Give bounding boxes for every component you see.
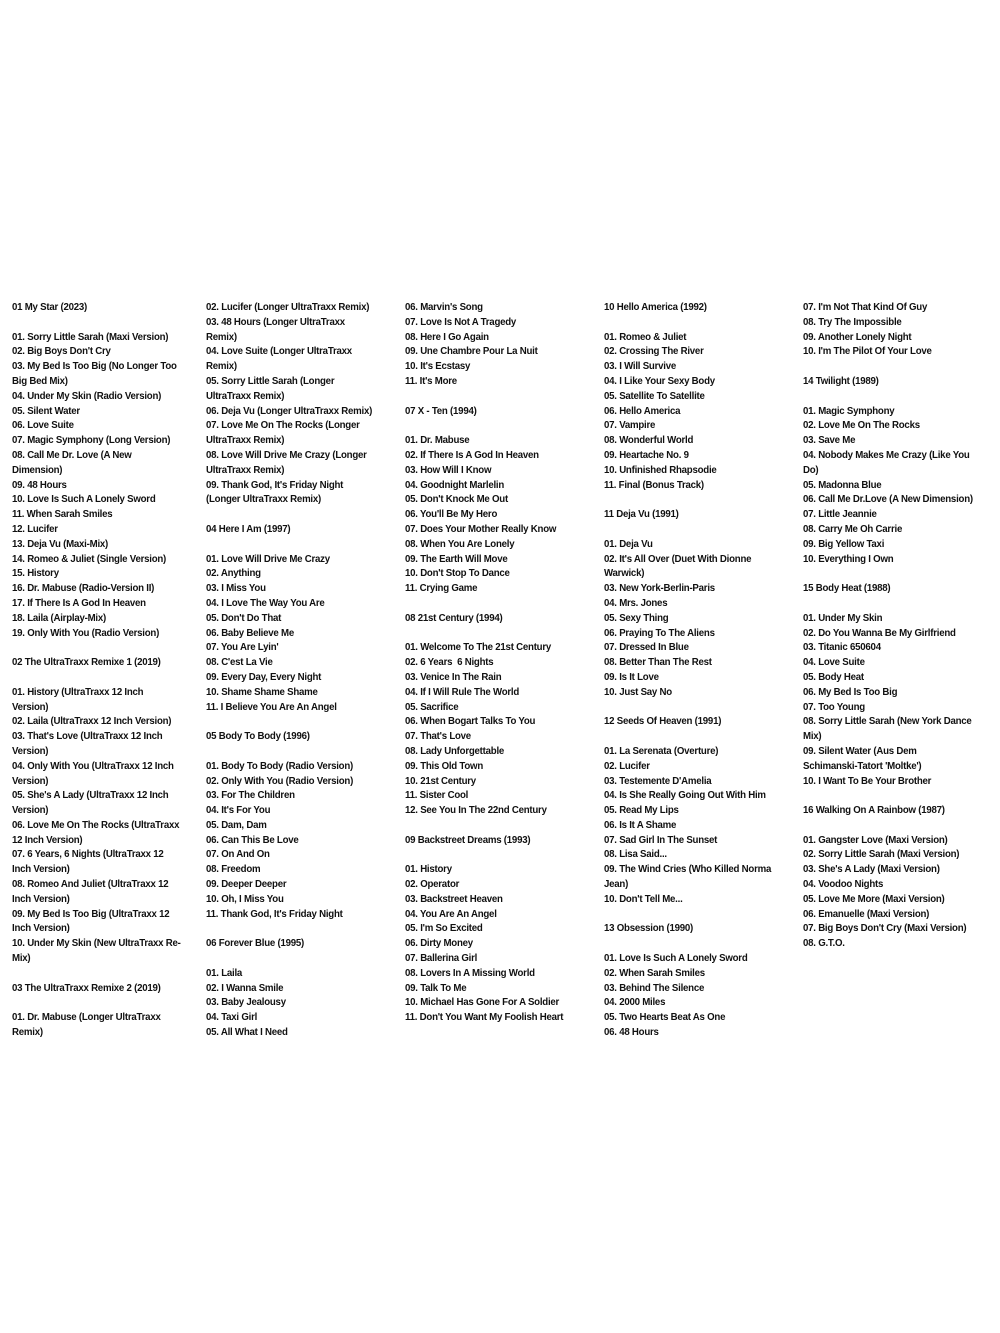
track-line: 07. 6 Years, 6 Nights (UltraTraxx 12 xyxy=(12,849,164,861)
album-heading: 14 Twilight (1989) xyxy=(803,375,879,387)
track-line: 10. Don't Tell Me... xyxy=(604,893,683,905)
track-line: 03. Testemente D'Amelia xyxy=(604,775,712,787)
track-line: 10. 21st Century xyxy=(405,775,476,787)
spacer xyxy=(206,508,405,523)
track-line: 02. Crossing The River xyxy=(604,346,704,358)
track-line: 06. Love Suite xyxy=(12,420,74,432)
track-line: 10. It's Ecstasy xyxy=(405,361,471,373)
tracklist-column xyxy=(12,301,206,1061)
track-line: 04. Under My Skin (Radio Version) xyxy=(12,390,162,402)
track-line: 04. Love Suite (Longer UltraTraxx xyxy=(206,346,352,358)
track-line: 05. Read My Lips xyxy=(604,805,679,817)
track-line: 10. Love Is Such A Lonely Sword xyxy=(12,494,156,506)
track-line: 04. Love Suite xyxy=(803,657,865,669)
track-line: 02. When Sarah Smiles xyxy=(604,967,705,979)
album-heading: 07 X - Ten (1994) xyxy=(405,405,477,417)
track-line: 07. On And On xyxy=(206,849,270,861)
track-line: 07. That's Love xyxy=(405,731,471,743)
spacer xyxy=(12,967,206,982)
spacer xyxy=(604,908,803,923)
track-line: 18. Laila (Airplay-Mix) xyxy=(12,612,107,624)
track-line: 10. I'm The Pilot Of Your Love xyxy=(803,346,932,358)
tracklist-column xyxy=(405,301,604,1061)
track-line: 08. Sorry Little Sarah (New York Dance xyxy=(803,716,972,728)
track-line: 11. Thank God, It's Friday Night xyxy=(206,908,343,920)
track-line: 06. Can This Be Love xyxy=(206,834,299,846)
track-line: 05. She's A Lady (UltraTraxx 12 Inch xyxy=(12,790,169,802)
track-line: 02. I Wanna Smile xyxy=(206,982,284,994)
track-line: 10. Michael Has Gone For A Soldier xyxy=(405,997,560,1009)
track-line: 01. Body To Body (Radio Version) xyxy=(206,760,354,772)
track-line: 03. Venice In The Rain xyxy=(405,671,502,683)
spacer xyxy=(405,419,604,434)
track-line: 08. Lisa Said... xyxy=(604,849,667,861)
track-line: 01. Gangster Love (Maxi Version) xyxy=(803,834,948,846)
track-line: 03. How Will I Know xyxy=(405,464,492,476)
tracklist-sheet xyxy=(12,301,1000,1061)
track-line: 04. If I Will Rule The World xyxy=(405,686,520,698)
track-line: (Longer UltraTraxx Remix) xyxy=(206,494,322,506)
track-line: 07. Too Young xyxy=(803,701,865,713)
track-line: 05. Silent Water xyxy=(12,405,80,417)
track-line: 09. This Old Town xyxy=(405,760,484,772)
track-line: 02. It's All Over (Duet With Dionne xyxy=(604,553,752,565)
spacer xyxy=(405,627,604,642)
track-line: 04. Mrs. Jones xyxy=(604,597,668,609)
spacer xyxy=(206,715,405,730)
track-line: 01. Dr. Mabuse xyxy=(405,435,470,447)
track-line: 06. Marvin's Song xyxy=(405,302,483,313)
track-line: 05. Satellite To Satellite xyxy=(604,390,705,402)
track-line: 01. Sorry Little Sarah (Maxi Version) xyxy=(12,331,169,343)
track-line: 10. Shame Shame Shame xyxy=(206,686,318,698)
track-line: Mix) xyxy=(12,953,31,965)
track-line: 09. The Earth Will Move xyxy=(405,553,508,565)
album-heading: 09 Backstreet Dreams (1993) xyxy=(405,834,531,846)
track-line: 01. History xyxy=(405,864,452,876)
track-line: Remix) xyxy=(12,1027,43,1039)
track-line: 05. Madonna Blue xyxy=(803,479,882,491)
spacer xyxy=(803,789,1000,804)
track-line: 08. Here I Go Again xyxy=(405,331,489,343)
track-line: 06. Dirty Money xyxy=(405,938,473,950)
track-line: 01. Laila xyxy=(206,967,243,979)
track-line: 05. Love Me More (Maxi Version) xyxy=(803,893,945,905)
track-line: 02. If There Is A God In Heaven xyxy=(405,449,539,461)
track-line: 09. Talk To Me xyxy=(405,982,467,994)
track-line: 12. See You In The 22nd Century xyxy=(405,805,547,817)
track-line: Version) xyxy=(12,701,49,713)
track-line: Remix) xyxy=(206,331,237,343)
track-line: 07. Little Jeannie xyxy=(803,509,877,521)
track-line: 01. History (UltraTraxx 12 Inch xyxy=(12,686,144,698)
track-line: 01. Deja Vu xyxy=(604,538,653,550)
track-line: 04. Voodoo Nights xyxy=(803,879,884,891)
track-line: 08. Better Than The Rest xyxy=(604,657,712,669)
track-line: 02. Only With You (Radio Version) xyxy=(206,775,354,787)
spacer xyxy=(405,819,604,834)
track-line: 17. If There Is A God In Heaven xyxy=(12,597,146,609)
track-line: 05. Sexy Thing xyxy=(604,612,669,624)
track-line: Remix) xyxy=(206,361,237,373)
track-line: 09. Heartache No. 9 xyxy=(604,449,689,461)
track-line: 07. Does Your Mother Really Know xyxy=(405,523,557,535)
track-line: 10. Under My Skin (New UltraTraxx Re- xyxy=(12,938,181,950)
spacer xyxy=(405,390,604,405)
track-line: 07. Love Me On The Rocks (Longer xyxy=(206,420,360,432)
track-line: 10. I Want To Be Your Brother xyxy=(803,775,932,787)
spacer xyxy=(803,360,1000,375)
track-line: 09. Silent Water (Aus Dem xyxy=(803,745,917,757)
track-line: 02. Lucifer (Longer UltraTraxx Remix) xyxy=(206,302,370,313)
spacer xyxy=(206,538,405,553)
spacer xyxy=(803,819,1000,834)
track-line: 01. Dr. Mabuse (Longer UltraTraxx xyxy=(12,1012,161,1024)
track-line: 05. I'm So Excited xyxy=(405,923,483,935)
album-heading: 06 Forever Blue (1995) xyxy=(206,938,305,950)
track-line: 06. Baby Believe Me xyxy=(206,627,294,639)
track-line: 01. Welcome To The 21st Century xyxy=(405,642,552,654)
track-line: 03. My Bed Is Too Big (No Longer Too xyxy=(12,361,177,373)
track-line: 03. New York-Berlin-Paris xyxy=(604,583,715,595)
track-line: 06. Call Me Dr.Love (A New Dimension) xyxy=(803,494,973,506)
track-line: 01. Love Is Such A Lonely Sword xyxy=(604,953,748,965)
track-line: 04. Only With You (UltraTraxx 12 Inch xyxy=(12,760,174,772)
track-line: 15. History xyxy=(12,568,59,580)
track-line: 04. Nobody Makes Me Crazy (Like You xyxy=(803,449,970,461)
track-line: 02. Anything xyxy=(206,568,261,580)
track-line: 07. I'm Not That Kind Of Guy xyxy=(803,302,928,313)
track-line: 04. 2000 Miles xyxy=(604,997,666,1009)
track-line: 08. Carry Me Oh Carrie xyxy=(803,523,903,535)
tracklist-column xyxy=(803,301,1000,1061)
album-heading: 02 The UltraTraxx Remixe 1 (2019) xyxy=(12,657,161,669)
spacer xyxy=(12,641,206,656)
track-line: 03. Behind The Silence xyxy=(604,982,705,994)
track-line: 05. Dam, Dam xyxy=(206,819,267,831)
track-line: 04. Is She Really Going Out With Him xyxy=(604,790,766,802)
track-line: 09. 48 Hours xyxy=(12,479,67,491)
track-line: 07. Dressed In Blue xyxy=(604,642,689,654)
track-line: 10. Everything I Own xyxy=(803,553,894,565)
track-line: 06. You'll Be My Hero xyxy=(405,509,498,521)
track-line: 07. Sad Girl In The Sunset xyxy=(604,834,718,846)
track-line: 02. Do You Wanna Be My Girlfriend xyxy=(803,627,956,639)
track-line: UltraTraxx Remix) xyxy=(206,464,285,476)
track-line: Big Bed Mix) xyxy=(12,375,68,387)
track-line: 07. You Are Lyin' xyxy=(206,642,279,654)
track-line: 08. Freedom xyxy=(206,864,261,876)
track-line: 03. That's Love (UltraTraxx 12 Inch xyxy=(12,731,163,743)
track-line: Version) xyxy=(12,745,49,757)
spacer xyxy=(206,922,405,937)
track-line: 08. Call Me Dr. Love (A New xyxy=(12,449,132,461)
track-line: Inch Version) xyxy=(12,923,70,935)
track-line: 12. Lucifer xyxy=(12,523,58,535)
track-line: 11. Don't You Want My Foolish Heart xyxy=(405,1012,564,1024)
track-line: UltraTraxx Remix) xyxy=(206,390,285,402)
track-line: Version) xyxy=(12,775,49,787)
spacer xyxy=(604,730,803,745)
track-line: 07. Ballerina Girl xyxy=(405,953,478,965)
album-heading: 15 Body Heat (1988) xyxy=(803,583,891,595)
spacer xyxy=(604,937,803,952)
track-line: 10. Oh, I Miss You xyxy=(206,893,284,905)
track-line: 04. It's For You xyxy=(206,805,271,817)
album-heading: 04 Here I Am (1997) xyxy=(206,523,291,535)
track-line: 11. Final (Bonus Track) xyxy=(604,479,704,491)
track-line: 09. Big Yellow Taxi xyxy=(803,538,885,550)
track-line: 05. Don't Do That xyxy=(206,612,282,624)
track-line: 10. Don't Stop To Dance xyxy=(405,568,510,580)
track-line: 06. Emanuelle (Maxi Version) xyxy=(803,908,930,920)
track-line: 03. Save Me xyxy=(803,435,856,447)
track-line: 03. 48 Hours (Longer UltraTraxx xyxy=(206,316,345,328)
track-line: 08. C'est La Vie xyxy=(206,657,273,669)
track-line: 01. Magic Symphony xyxy=(803,405,895,417)
album-heading: 13 Obsession (1990) xyxy=(604,923,694,935)
track-line: Jean) xyxy=(604,879,629,891)
track-line: 03. I Miss You xyxy=(206,583,266,595)
track-line: 08. Try The Impossible xyxy=(803,316,902,328)
track-line: 05. Body Heat xyxy=(803,671,864,683)
spacer xyxy=(604,493,803,508)
track-line: 02. 6 Years 6 Nights xyxy=(405,657,494,669)
track-line: 11. When Sarah Smiles xyxy=(12,509,113,521)
track-line: UltraTraxx Remix) xyxy=(206,435,285,447)
track-line: 02. Lucifer xyxy=(604,760,650,772)
track-line: 09. Thank God, It's Friday Night xyxy=(206,479,344,491)
track-line: Mix) xyxy=(803,731,822,743)
track-line: 09. Another Lonely Night xyxy=(803,331,912,343)
track-line: 02. Big Boys Don't Cry xyxy=(12,346,111,358)
track-line: 10. Just Say No xyxy=(604,686,672,698)
spacer xyxy=(803,567,1000,582)
track-line: 07. Magic Symphony (Long Version) xyxy=(12,435,171,447)
album-heading: 12 Seeds Of Heaven (1991) xyxy=(604,716,722,728)
track-line: 02. Sorry Little Sarah (Maxi Version) xyxy=(803,849,960,861)
track-line: 01. Love Will Drive Me Crazy xyxy=(206,553,330,565)
track-line: 09. Every Day, Every Night xyxy=(206,671,322,683)
track-line: 11. Sister Cool xyxy=(405,790,469,802)
track-line: 02. Love Me On The Rocks xyxy=(803,420,920,432)
tracklist-column xyxy=(206,301,405,1061)
track-line: 08. G.T.O. xyxy=(803,938,845,950)
track-line: 03. For The Children xyxy=(206,790,295,802)
spacer xyxy=(12,671,206,686)
track-line: 04. Goodnight Marlelin xyxy=(405,479,505,491)
track-line: 08. When You Are Lonely xyxy=(405,538,515,550)
track-line: 01. La Serenata (Overture) xyxy=(604,745,719,757)
track-line: 02. Laila (UltraTraxx 12 Inch Version) xyxy=(12,716,172,728)
album-heading: 03 The UltraTraxx Remixe 2 (2019) xyxy=(12,982,161,994)
spacer xyxy=(803,597,1000,612)
track-line: 05. Two Hearts Beat As One xyxy=(604,1012,726,1024)
spacer xyxy=(604,701,803,716)
track-line: 03. I Will Survive xyxy=(604,361,677,373)
track-line: Warwick) xyxy=(604,568,645,580)
track-line: 09. Is It Love xyxy=(604,671,659,683)
track-line: 19. Only With You (Radio Version) xyxy=(12,627,160,639)
track-line: 08. Love Will Drive Me Crazy (Longer xyxy=(206,449,367,461)
track-line: 06. When Bogart Talks To You xyxy=(405,716,536,728)
spacer xyxy=(12,996,206,1011)
track-line: 06. Deja Vu (Longer UltraTraxx Remix) xyxy=(206,405,373,417)
spacer xyxy=(206,745,405,760)
track-line: Schimanski-Tatort 'Moltke') xyxy=(803,760,922,772)
track-line: 07. Vampire xyxy=(604,420,656,432)
album-heading: 12 Inch Version) xyxy=(12,834,83,846)
track-line: 07. Big Boys Don't Cry (Maxi Version) xyxy=(803,923,967,935)
track-line: 09. The Wind Cries (Who Killed Norma xyxy=(604,864,772,876)
track-line: 13. Deja Vu (Maxi-Mix) xyxy=(12,538,109,550)
track-line: Dimension) xyxy=(12,464,63,476)
track-line: 02. Operator xyxy=(405,879,460,891)
track-line: 04. I Love The Way You Are xyxy=(206,597,325,609)
spacer xyxy=(604,316,803,331)
track-line: 03. Backstreet Heaven xyxy=(405,893,503,905)
track-line: 04. Taxi Girl xyxy=(206,1012,258,1024)
track-line: 08. Romeo And Juliet (UltraTraxx 12 xyxy=(12,879,169,891)
track-line: 06. Love Me On The Rocks (UltraTraxx xyxy=(12,819,180,831)
track-line: 08 21st Century (1994) xyxy=(405,612,503,624)
track-line: 11. Crying Game xyxy=(405,583,478,595)
spacer xyxy=(803,390,1000,405)
track-line: 04. You Are An Angel xyxy=(405,908,497,920)
track-line: 14. Romeo & Juliet (Single Version) xyxy=(12,553,167,565)
track-line: 05. All What I Need xyxy=(206,1027,288,1039)
spacer xyxy=(405,848,604,863)
track-line: 06. Hello America xyxy=(604,405,681,417)
track-line: 08. Lovers In A Missing World xyxy=(405,967,535,979)
track-line: Version) xyxy=(12,805,49,817)
tracklist-column xyxy=(604,301,803,1061)
track-line: 16. Dr. Mabuse (Radio-Version II) xyxy=(12,583,155,595)
track-line: 05. Sacrifice xyxy=(405,701,459,713)
track-line: Inch Version) xyxy=(12,864,70,876)
album-heading: 10 Hello America (1992) xyxy=(604,302,707,313)
track-line: 06. Is It A Shame xyxy=(604,819,677,831)
track-line: 11. I Believe You Are An Angel xyxy=(206,701,337,713)
track-line: 11. It's More xyxy=(405,375,457,387)
track-line: 06. 48 Hours xyxy=(604,1027,659,1039)
track-line: Inch Version) xyxy=(12,893,70,905)
spacer xyxy=(604,523,803,538)
track-line: 08. Lady Unforgettable xyxy=(405,745,505,757)
track-line: 06. Praying To The Aliens xyxy=(604,627,715,639)
track-line: 10. Unfinished Rhapsodie xyxy=(604,464,717,476)
track-line: 06. My Bed Is Too Big xyxy=(803,686,898,698)
track-line: 03. She's A Lady (Maxi Version) xyxy=(803,864,940,876)
track-line: 04. I Like Your Sexy Body xyxy=(604,375,715,387)
track-line: 05. Sorry Little Sarah (Longer xyxy=(206,375,335,387)
track-line: 09. My Bed Is Too Big (UltraTraxx 12 xyxy=(12,908,170,920)
track-line: 03. Baby Jealousy xyxy=(206,997,286,1009)
track-line: 05. Don't Knock Me Out xyxy=(405,494,508,506)
track-line: 07. Love Is Not A Tragedy xyxy=(405,316,517,328)
album-heading: 16 Walking On A Rainbow (1987) xyxy=(803,805,945,817)
track-line: 03. Titanic 650604 xyxy=(803,642,881,654)
spacer xyxy=(12,316,206,331)
track-line: 01. Romeo & Juliet xyxy=(604,331,687,343)
track-line: 09. Une Chambre Pour La Nuit xyxy=(405,346,538,358)
track-line: 08. Wonderful World xyxy=(604,435,694,447)
track-line: 09. Deeper Deeper xyxy=(206,879,287,891)
album-heading: 05 Body To Body (1996) xyxy=(206,731,310,743)
spacer xyxy=(206,952,405,967)
album-heading: 11 Deja Vu (1991) xyxy=(604,509,679,521)
track-line: Do) xyxy=(803,464,819,476)
track-line: 01. Under My Skin xyxy=(803,612,883,624)
spacer xyxy=(405,597,604,612)
album-heading: 01 My Star (2023) xyxy=(12,302,88,313)
